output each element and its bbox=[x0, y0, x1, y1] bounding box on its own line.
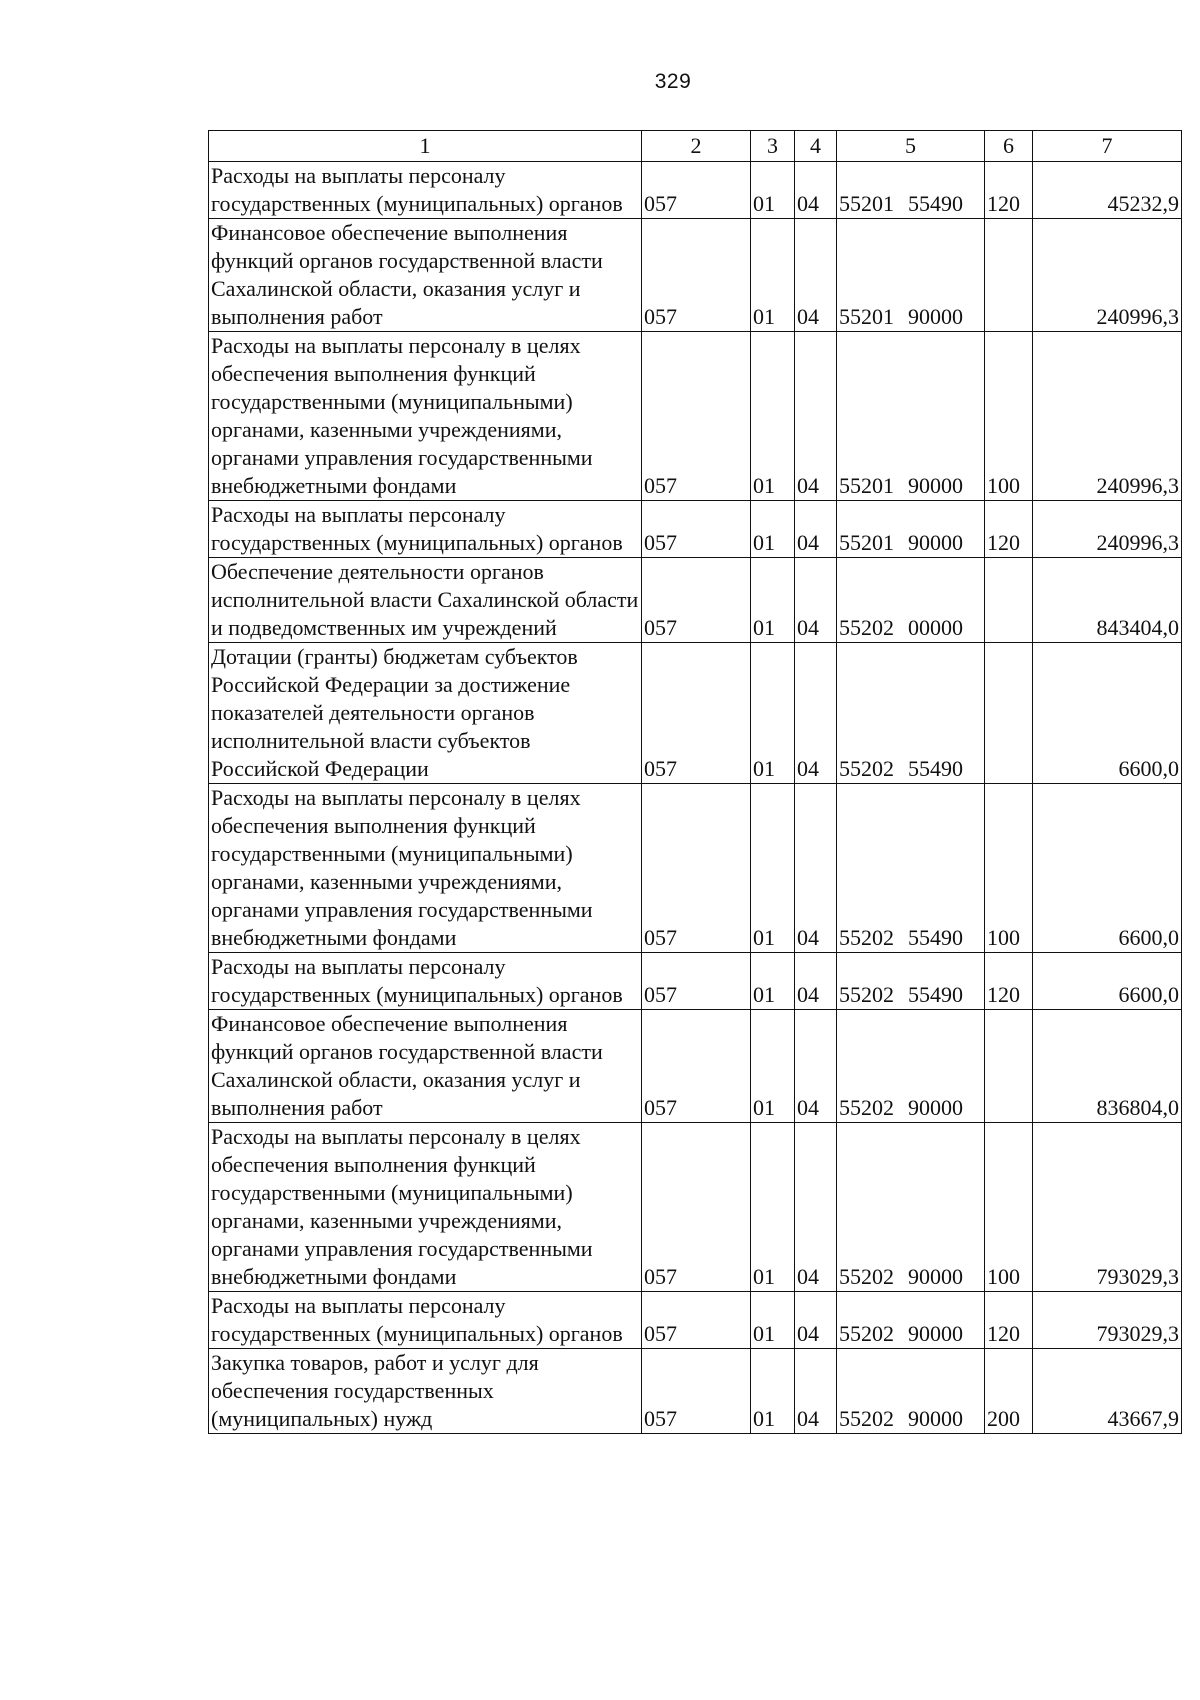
target-article-part1: 55202 bbox=[839, 982, 894, 1007]
column-header: 5 bbox=[837, 131, 985, 162]
expense-type-cell: 120 bbox=[985, 1292, 1033, 1349]
expense-type-cell: 100 bbox=[985, 1123, 1033, 1292]
section-code-cell: 01 bbox=[751, 1292, 795, 1349]
section-code-cell: 01 bbox=[751, 332, 795, 501]
section-code-cell: 01 bbox=[751, 1349, 795, 1434]
table-row bbox=[209, 501, 1182, 558]
table-row bbox=[209, 643, 1182, 784]
amount-cell: 836804,0 bbox=[1033, 1010, 1182, 1123]
target-article-cell bbox=[837, 784, 985, 953]
ministry-code-cell: 057 bbox=[642, 332, 751, 501]
target-article-cell bbox=[837, 643, 985, 784]
target-article-cell bbox=[837, 953, 985, 1010]
column-header: 2 bbox=[642, 131, 751, 162]
subsection-code-cell: 04 bbox=[795, 162, 837, 219]
section-code-cell: 01 bbox=[751, 953, 795, 1010]
amount-cell: 6600,0 bbox=[1033, 784, 1182, 953]
subsection-code-cell: 04 bbox=[795, 953, 837, 1010]
expense-name-cell: Расходы на выплаты персоналу государственных (муниципальных) органов bbox=[209, 162, 642, 219]
expense-name-cell: Дотации (гранты) бюджетам субъектов Российской Федерации за достижение показателей деятельности органов исполнительной власти субъектов Российской Федерации bbox=[209, 643, 642, 784]
amount-cell: 6600,0 bbox=[1033, 953, 1182, 1010]
target-article-cell bbox=[837, 1292, 985, 1349]
subsection-code-cell: 04 bbox=[795, 1010, 837, 1123]
target-article-part2: 90000 bbox=[908, 304, 963, 329]
expense-name-cell: Расходы на выплаты персоналу государственных (муниципальных) органов bbox=[209, 501, 642, 558]
subsection-code-cell: 04 bbox=[795, 1349, 837, 1434]
target-article-part1: 55202 bbox=[839, 1406, 894, 1431]
ministry-code-cell: 057 bbox=[642, 501, 751, 558]
table-row bbox=[209, 784, 1182, 953]
section-code-cell: 01 bbox=[751, 1010, 795, 1123]
target-article-cell bbox=[837, 1010, 985, 1123]
target-article-cell bbox=[837, 501, 985, 558]
target-article-part1: 55202 bbox=[839, 756, 894, 781]
target-article-part2: 90000 bbox=[908, 1095, 963, 1120]
expense-type-cell: 120 bbox=[985, 953, 1033, 1010]
amount-cell: 240996,3 bbox=[1033, 501, 1182, 558]
expense-type-cell: 100 bbox=[985, 784, 1033, 953]
target-article-part1: 55202 bbox=[839, 1095, 894, 1120]
target-article-cell bbox=[837, 1349, 985, 1434]
target-article-part2: 90000 bbox=[908, 1264, 963, 1289]
table-row bbox=[209, 558, 1182, 643]
ministry-code-cell: 057 bbox=[642, 219, 751, 332]
target-article-cell bbox=[837, 1123, 985, 1292]
target-article-part1: 55201 bbox=[839, 530, 894, 555]
amount-cell: 240996,3 bbox=[1033, 332, 1182, 501]
expense-name-cell: Закупка товаров, работ и услуг для обеспечения государственных (муниципальных) нужд bbox=[209, 1349, 642, 1434]
target-article-part2: 90000 bbox=[908, 530, 963, 555]
budget-table bbox=[208, 130, 1182, 1434]
target-article-part2: 00000 bbox=[908, 615, 963, 640]
target-article-part1: 55201 bbox=[839, 473, 894, 498]
table-row bbox=[209, 162, 1182, 219]
ministry-code-cell: 057 bbox=[642, 784, 751, 953]
amount-cell: 240996,3 bbox=[1033, 219, 1182, 332]
section-code-cell: 01 bbox=[751, 784, 795, 953]
expense-name-cell: Финансовое обеспечение выполнения функций органов государственной власти Сахалинской области, оказания услуг и выполнения работ bbox=[209, 1010, 642, 1123]
target-article-part2: 55490 bbox=[908, 756, 963, 781]
table-row bbox=[209, 1349, 1182, 1434]
expense-name-cell: Расходы на выплаты персоналу в целях обеспечения выполнения функций государственными (муниципальными) органами, казенными учреждениями, органами управления государственными внебюджетными фондами bbox=[209, 784, 642, 953]
target-article-part1: 55201 bbox=[839, 191, 894, 216]
column-header: 4 bbox=[795, 131, 837, 162]
table-row bbox=[209, 1292, 1182, 1349]
subsection-code-cell: 04 bbox=[795, 784, 837, 953]
expense-name-cell: Финансовое обеспечение выполнения функций органов государственной власти Сахалинской области, оказания услуг и выполнения работ bbox=[209, 219, 642, 332]
expense-name-cell: Расходы на выплаты персоналу в целях обеспечения выполнения функций государственными (муниципальными) органами, казенными учреждениями, органами управления государственными внебюджетными фондами bbox=[209, 332, 642, 501]
target-article-part1: 55202 bbox=[839, 1264, 894, 1289]
target-article-part1: 55202 bbox=[839, 925, 894, 950]
amount-cell: 843404,0 bbox=[1033, 558, 1182, 643]
expense-type-cell bbox=[985, 1010, 1033, 1123]
target-article-cell bbox=[837, 219, 985, 332]
table-row bbox=[209, 953, 1182, 1010]
section-code-cell: 01 bbox=[751, 558, 795, 643]
section-code-cell: 01 bbox=[751, 219, 795, 332]
header-row bbox=[209, 131, 1182, 162]
ministry-code-cell: 057 bbox=[642, 1010, 751, 1123]
subsection-code-cell: 04 bbox=[795, 1292, 837, 1349]
ministry-code-cell: 057 bbox=[642, 1349, 751, 1434]
subsection-code-cell: 04 bbox=[795, 1123, 837, 1292]
table-row bbox=[209, 219, 1182, 332]
subsection-code-cell: 04 bbox=[795, 332, 837, 501]
ministry-code-cell: 057 bbox=[642, 953, 751, 1010]
column-header: 3 bbox=[751, 131, 795, 162]
target-article-cell bbox=[837, 558, 985, 643]
ministry-code-cell: 057 bbox=[642, 1292, 751, 1349]
table-body bbox=[209, 162, 1182, 1434]
target-article-part2: 90000 bbox=[908, 1321, 963, 1346]
column-header: 7 bbox=[1033, 131, 1182, 162]
target-article-cell bbox=[837, 332, 985, 501]
target-article-part2: 90000 bbox=[908, 1406, 963, 1431]
target-article-part1: 55202 bbox=[839, 1321, 894, 1346]
page-number: 329 bbox=[654, 70, 692, 93]
expense-name-cell: Расходы на выплаты персоналу государственных (муниципальных) органов bbox=[209, 1292, 642, 1349]
expense-type-cell bbox=[985, 643, 1033, 784]
section-code-cell: 01 bbox=[751, 643, 795, 784]
section-code-cell: 01 bbox=[751, 501, 795, 558]
amount-cell: 43667,9 bbox=[1033, 1349, 1182, 1434]
table-row bbox=[209, 1123, 1182, 1292]
table-row bbox=[209, 1010, 1182, 1123]
subsection-code-cell: 04 bbox=[795, 501, 837, 558]
expense-type-cell bbox=[985, 558, 1033, 643]
expense-name-cell: Расходы на выплаты персоналу государственных (муниципальных) органов bbox=[209, 953, 642, 1010]
expense-type-cell bbox=[985, 219, 1033, 332]
amount-cell: 45232,9 bbox=[1033, 162, 1182, 219]
section-code-cell: 01 bbox=[751, 1123, 795, 1292]
amount-cell: 793029,3 bbox=[1033, 1292, 1182, 1349]
section-code-cell: 01 bbox=[751, 162, 795, 219]
table-row bbox=[209, 332, 1182, 501]
target-article-part2: 55490 bbox=[908, 925, 963, 950]
amount-cell: 793029,3 bbox=[1033, 1123, 1182, 1292]
expense-type-cell: 120 bbox=[985, 501, 1033, 558]
amount-cell: 6600,0 bbox=[1033, 643, 1182, 784]
subsection-code-cell: 04 bbox=[795, 643, 837, 784]
target-article-part1: 55202 bbox=[839, 615, 894, 640]
target-article-part2: 55490 bbox=[908, 982, 963, 1007]
target-article-part2: 55490 bbox=[908, 191, 963, 216]
target-article-cell bbox=[837, 162, 985, 219]
expense-name-cell: Обеспечение деятельности органов исполнительной власти Сахалинской области и подведомственных им учреждений bbox=[209, 558, 642, 643]
expense-type-cell: 120 bbox=[985, 162, 1033, 219]
ministry-code-cell: 057 bbox=[642, 1123, 751, 1292]
subsection-code-cell: 04 bbox=[795, 219, 837, 332]
target-article-part1: 55201 bbox=[839, 304, 894, 329]
subsection-code-cell: 04 bbox=[795, 558, 837, 643]
ministry-code-cell: 057 bbox=[642, 643, 751, 784]
expense-type-cell: 100 bbox=[985, 332, 1033, 501]
column-header: 1 bbox=[209, 131, 642, 162]
expense-type-cell: 200 bbox=[985, 1349, 1033, 1434]
target-article-part2: 90000 bbox=[908, 473, 963, 498]
column-header: 6 bbox=[985, 131, 1033, 162]
expense-name-cell: Расходы на выплаты персоналу в целях обеспечения выполнения функций государственными (муниципальными) органами, казенными учреждениями, органами управления государственными внебюджетными фондами bbox=[209, 1123, 642, 1292]
ministry-code-cell: 057 bbox=[642, 162, 751, 219]
ministry-code-cell: 057 bbox=[642, 558, 751, 643]
